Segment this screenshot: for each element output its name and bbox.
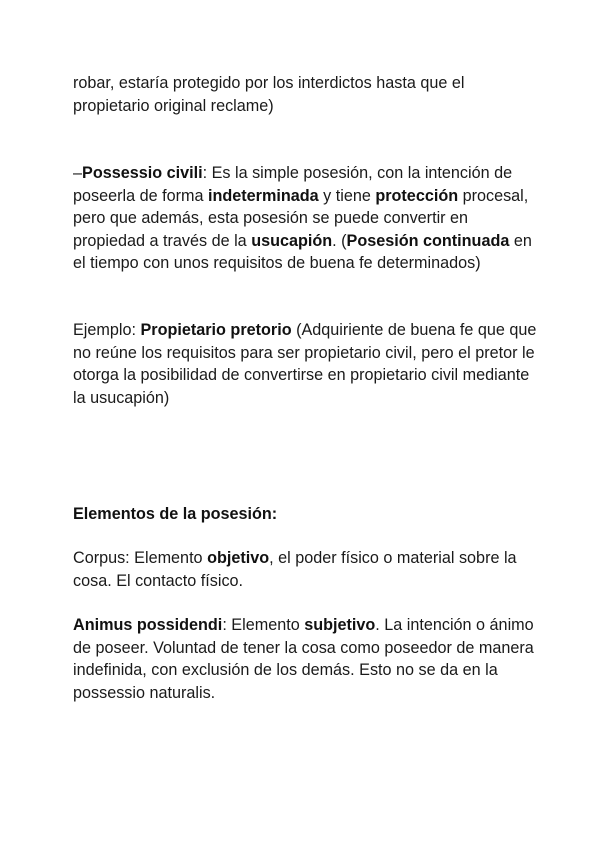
paragraph-text: Corpus: Elemento	[73, 549, 208, 567]
term-possessio-civili: Possessio civili	[82, 164, 203, 182]
paragraph-text: (Adquiriente de buena fe que que no reúne los requisitos para ser propietario civil, pero el pretor le otorga la posibilidad de convertirse en propietario civil mediante la usucapión)	[73, 321, 537, 407]
paragraph-text: . (	[332, 231, 347, 250]
term-objetivo: objetivo	[207, 549, 270, 567]
paragraph-continuation	[73, 72, 543, 117]
term-indeterminada: indeterminada	[207, 186, 319, 205]
section-heading	[73, 503, 543, 526]
paragraph-example	[73, 319, 543, 409]
dash-text: –	[73, 164, 83, 182]
paragraph-text: , el poder físico o material sobre la cosa. El contacto físico.	[73, 549, 517, 590]
paragraph-text: . La intención o ánimo de poseer. Voluntad de tener la cosa como poseedor de manera indefinida, con exclusión de los demás. Esto no se da en la possessio naturalis.	[73, 616, 534, 702]
heading-elementos: Elementos de la posesión:	[73, 505, 278, 523]
term-subjetivo: subjetivo	[304, 616, 376, 634]
paragraph-text: Ejemplo:	[73, 321, 141, 339]
paragraph-animus	[73, 614, 543, 704]
paragraph-text: procesal, pero que además, esta posesión se puede convertir en propiedad a través de la	[73, 186, 529, 250]
term-usucapion: usucapión	[251, 231, 333, 250]
paragraph-corpus	[73, 547, 543, 592]
term-proteccion: protección	[375, 186, 459, 205]
term-propietario-pretorio: Propietario pretorio	[140, 321, 292, 339]
paragraph-possessio-civili	[73, 162, 543, 275]
paragraph-text: robar, estaría protegido por los interdictos hasta que el propietario original reclame)	[73, 74, 465, 115]
paragraph-text: en el tiempo con unos requisitos de buena fe determinados)	[73, 231, 532, 272]
paragraph-text: : Es la simple posesión, con la intención de poseerla de forma	[73, 164, 513, 205]
term-animus-possidendi: Animus possidendi	[73, 616, 223, 634]
paragraph-text: : Elemento	[222, 616, 305, 634]
paragraph-text: y tiene	[318, 186, 376, 205]
term-posesion-continuada: Posesión continuada	[346, 231, 510, 250]
